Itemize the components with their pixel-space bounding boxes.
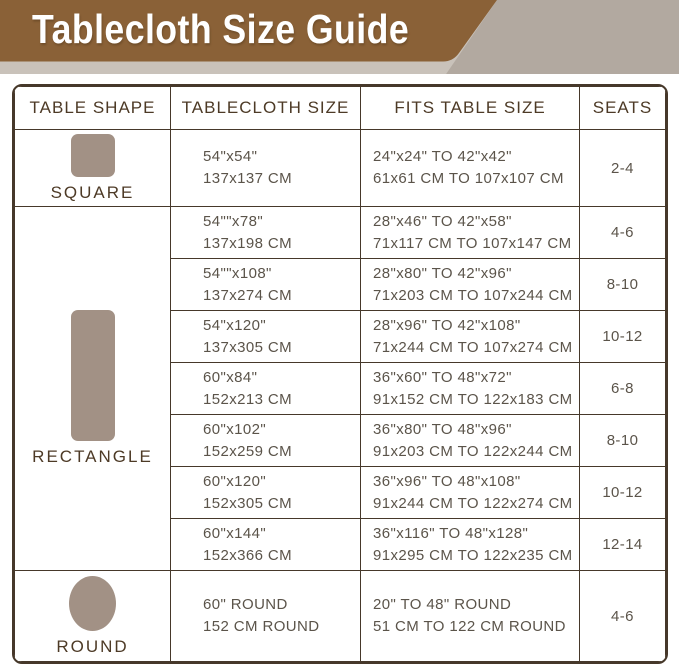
seats-cell: 10-12 xyxy=(580,311,666,363)
cell-line: 28"x80" TO 42"x96" xyxy=(373,264,512,282)
seats-cell: 10-12 xyxy=(580,467,666,519)
tablecloth-size-cell xyxy=(171,130,361,207)
seats-cell: 8-10 xyxy=(580,415,666,467)
cell-line: 152x366 CM xyxy=(203,546,293,564)
cell-line: 54""x78" xyxy=(203,212,264,230)
shape-cell-rectangle xyxy=(15,207,171,571)
cell-line: 28"x96" TO 42"x108" xyxy=(373,316,521,334)
tablecloth-size-cell xyxy=(171,415,361,467)
shape-inner-round xyxy=(15,576,170,657)
cell-line: 24"x24" TO 42"x42" xyxy=(373,148,512,165)
shape-inner-square xyxy=(15,134,170,203)
header-band xyxy=(0,0,679,74)
shape-label-rectangle: RECTANGLE xyxy=(32,447,153,466)
cell-line: 137x274 CM xyxy=(203,286,293,304)
table-row-rectangle xyxy=(15,207,666,259)
cell-line: 152x259 CM xyxy=(203,442,293,460)
table-body xyxy=(15,130,666,662)
tablecloth-size-cell xyxy=(171,467,361,519)
cell-line: 36"x80" TO 48"x96" xyxy=(373,420,512,438)
shape-label-square: SQUARE xyxy=(50,182,135,202)
rectangle-shape-icon xyxy=(71,310,115,441)
cell-line: 60"x102" xyxy=(203,420,267,438)
cell-line: 137x198 CM xyxy=(203,234,293,252)
fits-table-size-cell xyxy=(361,311,580,363)
cell-line: 60"x120" xyxy=(203,472,267,490)
fits-table-size-cell xyxy=(361,519,580,571)
header-row xyxy=(15,87,666,130)
cell-line: 91x295 CM TO 122x235 CM xyxy=(373,546,573,564)
page-title: Tablecloth Size Guide xyxy=(32,6,410,52)
fits-table-size-cell xyxy=(361,415,580,467)
cell-line: 91x152 CM TO 122x183 CM xyxy=(373,390,573,408)
cell-line: 36"x96" TO 48"x108" xyxy=(373,472,521,490)
size-guide-table xyxy=(12,84,668,664)
cell-line: 91x244 CM TO 122x274 CM xyxy=(373,494,573,512)
cell-line: 137x305 CM xyxy=(203,338,293,356)
cell-line: 54"x54" xyxy=(203,148,258,165)
shape-cell-round xyxy=(15,571,171,662)
table-row-round xyxy=(15,571,666,662)
size-table xyxy=(14,86,666,662)
cell-line: 152x305 CM xyxy=(203,494,293,512)
fits-table-size-cell xyxy=(361,130,580,207)
cell-line: 51 CM TO 122 CM ROUND xyxy=(373,618,566,635)
shape-inner-rectangle xyxy=(15,310,170,467)
seats-cell: 4-6 xyxy=(580,571,666,662)
fits-table-size-cell xyxy=(361,259,580,311)
tablecloth-size-cell xyxy=(171,519,361,571)
cell-line: 71x117 CM TO 107x147 CM xyxy=(373,234,572,252)
table-row-square xyxy=(15,130,666,207)
cell-line: 54""x108" xyxy=(203,264,272,282)
tablecloth-size-cell xyxy=(171,571,361,662)
shape-label-round: ROUND xyxy=(56,636,129,656)
col-header-table-shape: TABLE SHAPE xyxy=(15,87,171,130)
cell-line: 20" TO 48" ROUND xyxy=(373,596,512,613)
col-header-seats: SEATS xyxy=(580,87,666,130)
cell-line: 71x244 CM TO 107x274 CM xyxy=(373,338,573,356)
seats-cell: 2-4 xyxy=(580,130,666,207)
square-shape-icon xyxy=(71,134,115,177)
seats-cell: 8-10 xyxy=(580,259,666,311)
fits-table-size-cell xyxy=(361,363,580,415)
col-header-fits-table-size: FITS TABLE SIZE xyxy=(361,87,580,130)
round-shape-icon xyxy=(69,576,116,631)
seats-cell: 12-14 xyxy=(580,519,666,571)
col-header-tablecloth-size: TABLECLOTH SIZE xyxy=(171,87,361,130)
cell-line: 71x203 CM TO 107x244 CM xyxy=(373,286,573,304)
cell-line: 54"x120" xyxy=(203,316,267,334)
tablecloth-size-cell xyxy=(171,259,361,311)
tablecloth-size-cell xyxy=(171,207,361,259)
cell-line: 152 CM ROUND xyxy=(203,618,320,635)
seats-cell: 6-8 xyxy=(580,363,666,415)
tablecloth-size-cell xyxy=(171,311,361,363)
fits-table-size-cell xyxy=(361,207,580,259)
cell-line: 36"x60" TO 48"x72" xyxy=(373,368,512,386)
fits-table-size-cell xyxy=(361,467,580,519)
cell-line: 60"x144" xyxy=(203,524,267,542)
cell-line: 61x61 CM TO 107x107 CM xyxy=(373,170,564,187)
cell-line: 137x137 CM xyxy=(203,170,293,187)
shape-cell-square xyxy=(15,130,171,207)
cell-line: 60"x84" xyxy=(203,368,258,386)
cell-line: 152x213 CM xyxy=(203,390,293,408)
cell-line: 91x203 CM TO 122x244 CM xyxy=(373,442,573,460)
fits-table-size-cell xyxy=(361,571,580,662)
seats-cell: 4-6 xyxy=(580,207,666,259)
tablecloth-size-cell xyxy=(171,363,361,415)
cell-line: 36"x116" TO 48"x128" xyxy=(373,524,529,542)
cell-line: 60" ROUND xyxy=(203,596,288,613)
cell-line: 28"x46" TO 42"x58" xyxy=(373,212,512,230)
